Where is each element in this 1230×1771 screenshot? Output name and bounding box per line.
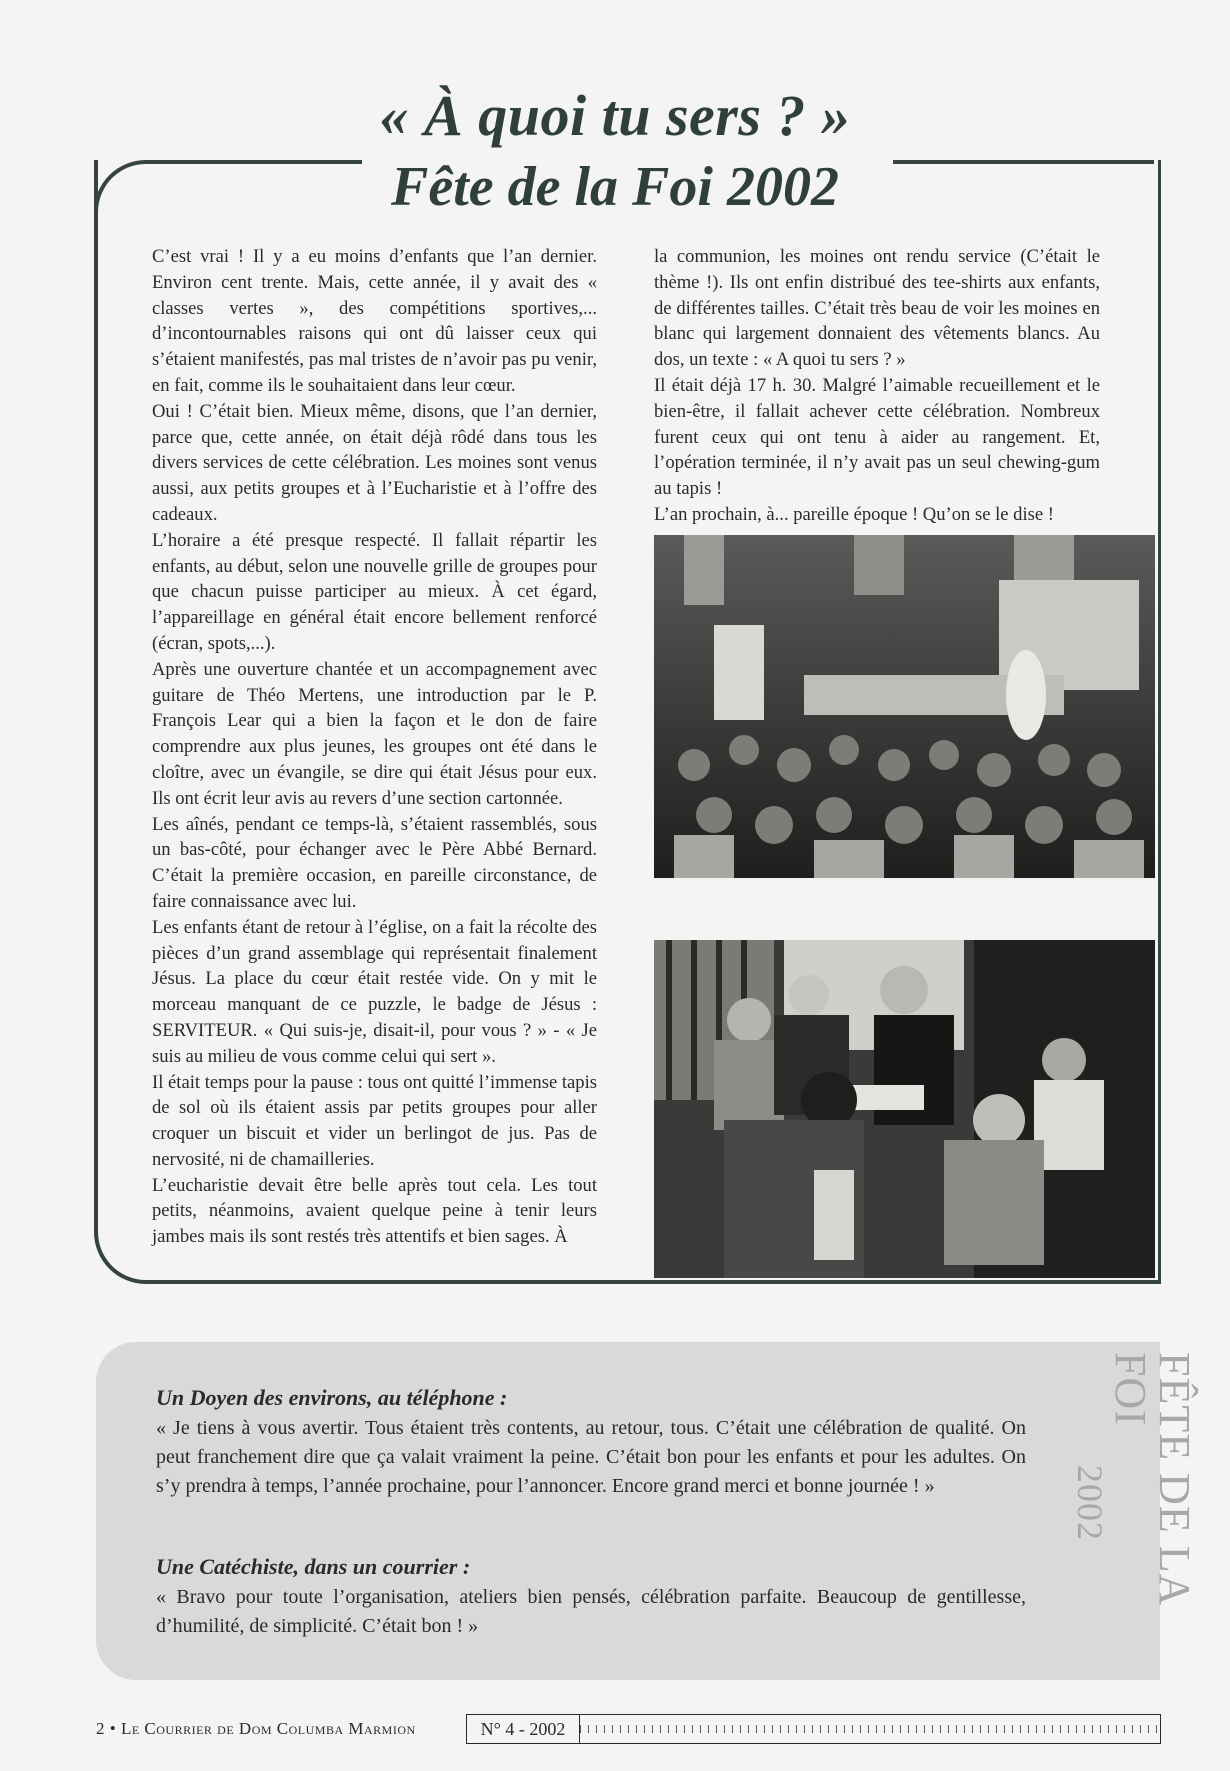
side-label-line1: FÊTE DE LA FOI <box>1106 1352 1199 1604</box>
paragraph: C’est vrai ! Il y a eu moins d’enfants que l’an dernier. Environ cent trente. Mais, cette année, il y avait des « classes vertes », des compétitions sportives,... d’incontournables raisons qui ont dû laisser ceux qui s’étaient manifestés, pas mal tristes de n’avoir pas pu venir, en fait, comme ils le souhaitaient dans leur cœur. <box>152 246 597 396</box>
testimonial-heading: Un Doyen des environs, au téléphone : <box>156 1385 508 1410</box>
church-celebration-image <box>654 535 1155 878</box>
paragraph: Après une ouverture chantée et un accompagnement avec guitare de Théo Mertens, une introduction par le P. François Lear qui a bien la façon et le don de faire comprendre aux plus jeunes, les groupes ont été dans le cloître, avec un évangile, se dire qui était Jésus pour eux. Ils ont écrit leur avis au revers d’une section cartonnée. <box>152 658 597 809</box>
paragraph: la communion, les moines ont rendu service (C’était le thème !). Ils ont enfin distribué des tee-shirts aux enfants, de différentes tailles. C’était très beau de voir les moines en blanc qui largement donnaient des vêtements blancs. Au dos, un texte : « A quoi tu sers ? » <box>654 246 1100 371</box>
publication-prefix: Le <box>120 1719 140 1738</box>
footer-ruler <box>580 1714 1161 1744</box>
title-line-2: Fête de la Foi 2002 <box>391 156 839 218</box>
footer-bullet: • <box>109 1719 117 1738</box>
article-left-column <box>152 244 597 1250</box>
paragraph: L’eucharistie devait être belle après tout cela. Les tout petits, néanmoins, avaient quelque peine à tenir leurs jambes mais ils sont restés très attentifs et bien sages. À <box>152 1174 597 1248</box>
photo-church-celebration <box>654 535 1155 878</box>
paragraph: L’horaire a été presque respecté. Il fallait répartir les enfants, au début, selon une nouvelle grille de groupes pour que chacun puisse participer au mieux. À cet égard, l’appareillage en général était encore bellement renforcé (écran, spots,...). <box>152 529 597 654</box>
title-line-1: « À quoi tu sers ? » <box>379 83 851 148</box>
paragraph: Oui ! C’était bien. Mieux même, disons, que l’an dernier, parce que, cette année, on était déjà rôdé dans tous les divers services de cette célébration. Les moines sont venus aussi, aux petits groupes et à l’Eucharistie et à l’offre des cadeaux. <box>152 400 597 525</box>
testimonial-text: « Je tiens à vous avertir. Tous étaient très contents, au retour, tous. C’était une célébration de qualité. On peut franchement dire que ça valait vraiment la peine. C’était bon pour les enfants et pour les adultes. On s’y prendra à temps, l’année prochaine, pour l’annoncer. Encore grand merci et bonne journée ! » <box>156 1417 1026 1497</box>
paragraph: Il était déjà 17 h. 30. Malgré l’aimable recueillement et le bien-être, il fallait achever cette célébration. Nombreux furent ceux qui ont tenu à aider au rangement. Et, l’opération terminée, il n’y avait pas un seul chewing-gum au tapis ! <box>654 374 1100 500</box>
publication-name: Courrier de Dom Columba Marmion <box>144 1719 416 1738</box>
page-number: 2 <box>96 1719 105 1738</box>
paragraph: Les aînés, pendant ce temps-là, s’étaient rassemblés, sous un bas-côté, pour échanger avec le Père Abbé Bernard. C’était la première occasion, en pareille circonstance, de faire connaissance avec lui. <box>152 813 597 912</box>
paragraph: Il était temps pour la pause : tous ont quitté l’immense tapis de sol où ils étaient assis par petits groupes pour aller croquer un biscuit et vider un berlingot de jus. Pas de nervosité, ni de chamailleries. <box>152 1071 597 1170</box>
article-right-column <box>654 244 1100 528</box>
testimonial-heading: Une Catéchiste, dans un courrier : <box>156 1554 471 1579</box>
testimonial-text: « Bravo pour toute l’organisation, ateliers bien pensés, célébration parfaite. Beaucoup de gentillesse, d’humilité, de simplicité. C’était bon ! » <box>156 1586 1026 1637</box>
children-group-image <box>654 940 1155 1278</box>
photo-children-group <box>654 940 1155 1278</box>
issue-number: N° 4 - 2002 <box>466 1714 580 1744</box>
side-label-line2: 2002 <box>1070 1465 1110 1541</box>
footer-publication <box>96 1719 416 1739</box>
paragraph: L’an prochain, à... pareille époque ! Qu’on se le dise ! <box>654 503 1054 525</box>
paragraph: Les enfants étant de retour à l’église, on a fait la récolte des pièces d’un grand assemblage qui représentait finalement Jésus. La place du cœur était restée vide. On y mit le morceau manquant de ce puzzle, le badge de Jésus : SERVITEUR. « Qui suis-je, disait-il, pour vous ? » - « Je suis au milieu de vous comme celui qui sert ». <box>152 916 597 1067</box>
